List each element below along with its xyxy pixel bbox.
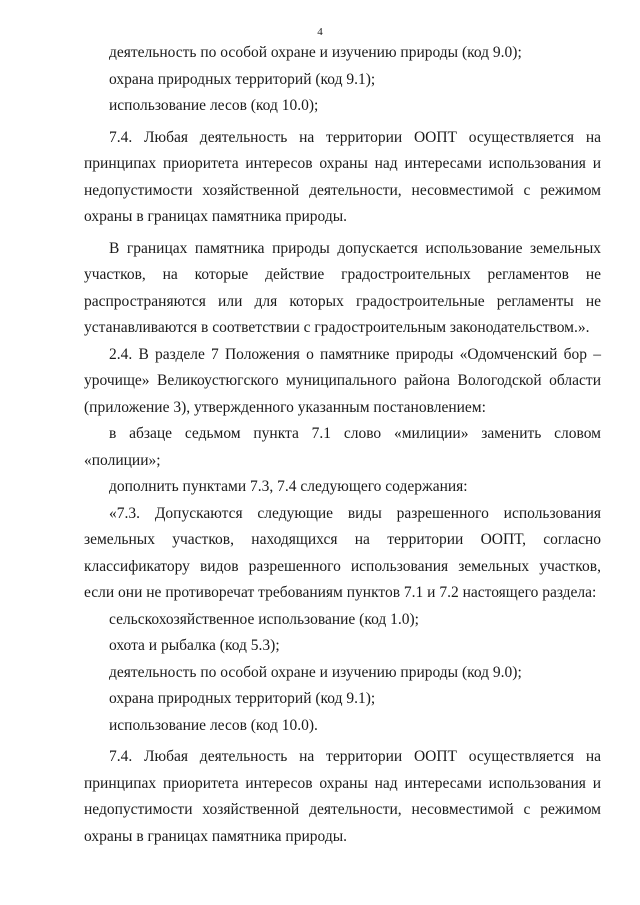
paragraph: 7.4. Любая деятельность на территории ООПТ осуществляется на принципах приоритета интересов охраны над интересами использования и недопустимости хозяйственной деятельности, несовместимой с режимом охраны в границах памятника природы. <box>84 748 601 845</box>
list-item: использование лесов (код 10.0). <box>109 716 318 734</box>
list-item: деятельность по особой охране и изучению природы (код 9.0); <box>109 663 522 681</box>
paragraph: В границах памятника природы допускается использование земельных участков, на которые действие градостроительных регламентов не распространяются или для которых градостроительные регламенты не устанавливаются в соответствии с градостроительным законодательством.». <box>84 239 601 336</box>
list-item: сельскохозяйственное использование (код 1.0); <box>109 610 419 628</box>
paragraph: «7.3. Допускаются следующие виды разрешенного использования земельных участков, находящихся на территории ООПТ, согласно классификатору видов разрешенного использования земельных участков, если они не противоречат требованиям пунктов 7.1 и 7.2 настоящего раздела: <box>84 504 601 601</box>
list-item: охрана природных территорий (код 9.1); <box>109 690 376 707</box>
paragraph: в абзаце седьмом пункта 7.1 слово «милиции» заменить словом «полиции»; <box>84 425 601 469</box>
paragraph: 2.4. В разделе 7 Положения о памятнике природы «Одомченский бор – урочище» Великоустюгского муниципального района Вологодской области (приложение 3), утвержденного указанным постановлением: <box>84 345 601 416</box>
paragraph: дополнить пунктами 7.3, 7.4 следующего содержания: <box>109 478 468 495</box>
page-number: 4 <box>317 26 323 38</box>
list-item: охота и рыбалка (код 5.3); <box>109 637 280 654</box>
document-body <box>84 40 601 850</box>
list-item: использование лесов (код 10.0); <box>109 97 319 114</box>
paragraph: 7.4. Любая деятельность на территории ООПТ осуществляется на принципах приоритета интересов охраны над интересами использования и недопустимости хозяйственной деятельности, несовместимой с режимом охраны в границах памятника природы. <box>84 128 601 225</box>
list-item: деятельность по особой охране и изучению природы (код 9.0); <box>109 44 522 61</box>
list-item: охрана природных территорий (код 9.1); <box>109 70 376 88</box>
